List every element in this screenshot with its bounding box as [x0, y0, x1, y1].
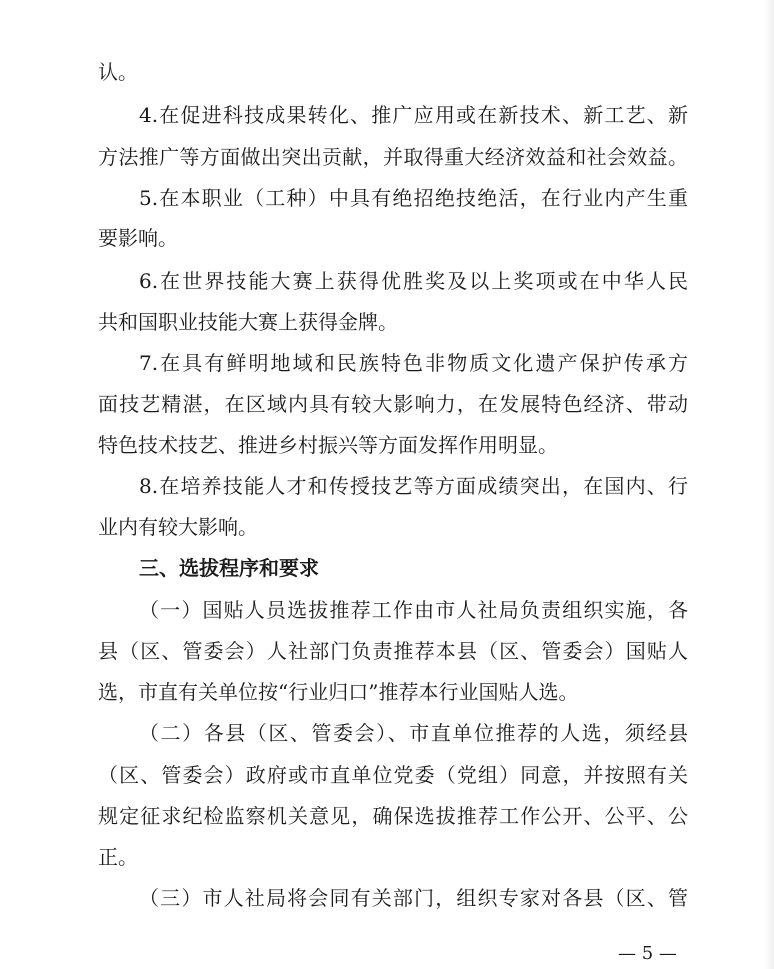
text-line-2: 4.在促进科技成果转化、推广应用或在新技术、新工艺、新 — [139, 103, 688, 127]
text-line-9: 面技艺精湛，在区域内具有较大影响力，在发展特色经济、带动 — [98, 392, 688, 416]
text-line-15: 县（区、管委会）人社部门负责推荐本县（区、管委会）国贴人 — [98, 639, 688, 663]
text-line-16: 选，市直有关单位按“行业归口”推荐本行业国贴人选。 — [98, 680, 579, 704]
text-line-19: 规定征求纪检监察机关意见，确保选拔推荐工作公开、公平、公 — [98, 804, 688, 828]
text-line-10: 特色技术技艺、推进乡村振兴等方面发挥作用明显。 — [98, 433, 558, 457]
text-line-14: （一）国贴人员选拔推荐工作由市人社局负责组织实施，各 — [139, 598, 688, 622]
text-line-12: 业内有较大影响。 — [98, 515, 258, 539]
text-line-20: 正。 — [98, 845, 138, 869]
text-line-5: 要影响。 — [98, 226, 178, 250]
text-line-4: 5.在本职业（工种）中具有绝招绝技绝活，在行业内产生重 — [139, 186, 688, 210]
text-line-1: 认。 — [98, 60, 138, 84]
page-edge-shadow — [764, 0, 774, 969]
text-line-7: 共和国职业技能大赛上获得金牌。 — [98, 310, 398, 334]
text-line-11: 8.在培养技能人才和传授技艺等方面成绩突出，在国内、行 — [139, 474, 688, 498]
section-heading: 三、选拔程序和要求 — [139, 556, 319, 580]
text-line-17: （二）各县（区、管委会）、市直单位推荐的人选，须经县 — [139, 721, 688, 745]
text-line-3: 方法推广等方面做出突出贡献，并取得重大经济效益和社会效益。 — [98, 145, 688, 169]
text-line-6: 6.在世界技能大赛上获得优胜奖及以上奖项或在中华人民 — [139, 269, 688, 293]
text-line-8: 7.在具有鲜明地域和民族特色非物质文化遗产保护传承方 — [139, 351, 688, 375]
text-line-21: （三）市人社局将会同有关部门，组织专家对各县（区、管 — [139, 886, 688, 910]
page-number: — 5 — — [618, 943, 677, 964]
text-line-18: （区、管委会）政府或市直单位党委（党组）同意，并按照有关 — [98, 763, 688, 787]
